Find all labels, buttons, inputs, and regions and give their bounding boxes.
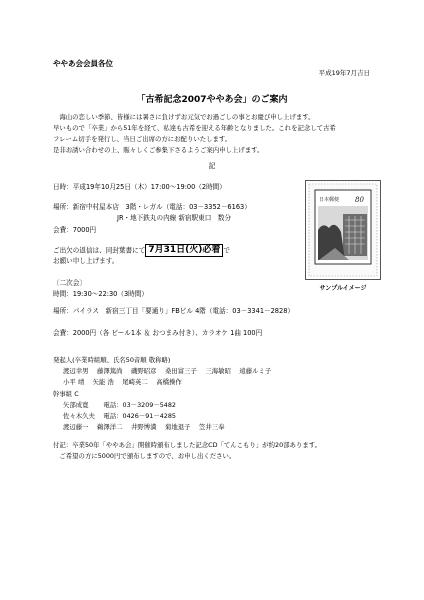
second-time-value: 19:30～22:30（3時間） [72,290,148,298]
fee-value: 7000円 [72,226,97,234]
note-line: ご希望の方に5000円で頒布しますので、お申し出ください。 [53,452,236,460]
fee-label: 会費： [53,226,73,234]
second-party-time [53,290,148,298]
event-place [53,203,251,211]
note-line: 付記：卒業50年「ややあ会」開催時頒布しました記念CD「てんこもり」が約20部あります。 [53,441,321,449]
secretary-row: 矢部成寛 電話：03－3209－5482 [63,401,176,409]
datetime-label: 日時： [53,183,73,191]
datetime-value: 平成19年10月25日（木）17:00～19:00（2時間） [72,183,226,191]
stamp-country-text: 日本郵便 [319,197,340,203]
reply-line-2: お願い申し上げます。 [53,257,119,265]
place-label: 場所： [53,203,73,211]
document-date: 平成19年7月吉日 [318,69,370,77]
second-party-fee [53,329,262,337]
second-fee-label: 会費： [53,329,73,337]
place-value: 新宿中村屋本店 3階・レガル（電話：03－3352－6163） [72,203,251,211]
reply-deadline-box: 7月31日(火)必着 [145,244,223,257]
intro-line: 海山の恋しい季節、皆様には暑さに負けずお元気でお過ごしの事とお慶び申し上げます。 [53,113,315,121]
organizer-row: 小平 靖 矢能 浩 尾崎英二 高橋操作 [63,378,182,386]
second-time-label: 時間： [53,290,73,298]
intro-line: 是非お誘い合わせの上、賑々しくご参集下さるようご案内申し上げます。 [53,146,264,154]
secretary-heading: 幹事組 C [53,390,79,398]
second-place-label: 場所： [53,307,73,315]
document-title: 「古希記念2007ややあ会」のご案内 [136,95,288,105]
second-fee-value: 2000円（各 ビール1本 ＆ おつまみ付き）、カラオケ 1曲 100円 [72,329,263,337]
ki-heading: 記 [208,162,216,170]
reply-suffix: で [223,246,230,255]
stamp-caption: サンプルイメージ [319,285,367,292]
organizer-row: 渡辺幸男 藤澤篤尚 磯野昭彦 桑田富三子 三海敏昭 遠藤ルミ子 [63,367,272,375]
second-party-place [53,307,294,315]
event-access: JR・地下鉄丸の内線 新宿駅東口 数分 [117,214,232,222]
organizers-heading: 発起人(卒業時組順、氏名50音順 敬称略) [53,356,171,364]
stamp-image [305,180,381,280]
intro-line: 早いもので「卒業」から51年を経て、私達も古希を迎える年齢となりました。これを記念して古希 [53,124,336,132]
reply-line [53,244,230,257]
reply-prefix: ご出欠の返信は、同封葉書にて [53,246,146,255]
intro-line: フレーム切手を発行し、当日ご出席の方にお配りいたします。 [53,135,232,143]
stamp-value-text: 80 [355,196,364,204]
event-fee [53,226,96,234]
addressee: ややあ会会員各位 [53,59,113,68]
event-datetime [53,183,226,191]
stamp-illustration [305,180,381,280]
intro-paragraph [53,112,336,156]
second-place-value: パイラス 新宿三丁目「要通り」FBビル 4階（電話：03－3341－2828） [72,307,294,315]
secretary-row: 渡辺藤一 鵜澤洋二 井野博満 菊地退子 笠井三奉 [63,423,225,431]
secretary-row: 佐々木久夫 電話：0426－91－4285 [63,412,176,420]
second-party-heading: 〔二次会〕 [53,279,86,287]
